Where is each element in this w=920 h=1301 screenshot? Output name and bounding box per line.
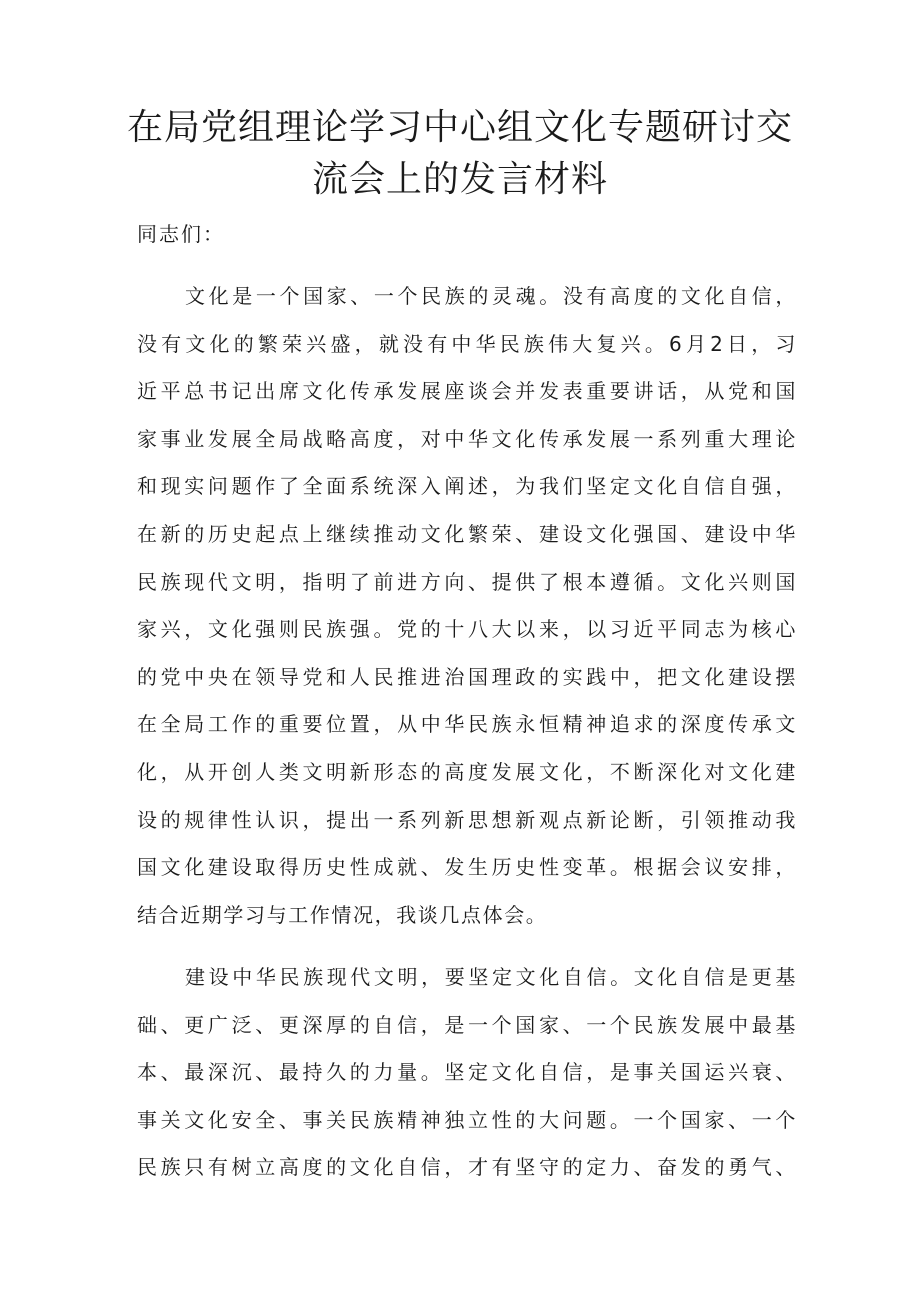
salutation: 同志们：	[137, 222, 225, 246]
text-line: 和现实问题作了全面系统深入阐述，为我们坚定文化自信自强，	[137, 474, 797, 499]
text-line: 文化是一个国家、一个民族的灵魂。没有高度的文化自信，	[185, 284, 797, 308]
text-line: 在新的历史起点上继续推动文化繁荣、建设文化强国、建设中华	[137, 521, 797, 546]
text-line: 民族现代文明，指明了前进方向、提供了根本遵循。文化兴则国	[137, 569, 797, 594]
text-line: 家兴，文化强则民族强。党的十八大以来，以习近平同志为核心	[137, 617, 797, 642]
title-line: 在局党组理论学习中心组文化专题研讨交	[126, 107, 793, 148]
text-line: 国文化建设取得历史性成就、发生历史性变革。根据会议安排，	[137, 855, 797, 880]
text-line: 近平总书记出席文化传承发展座谈会并发表重要讲话，从党和国	[137, 379, 797, 404]
text-line: 事关文化安全、事关民族精神独立性的大问题。一个国家、一个	[137, 1107, 797, 1132]
text-line: 本、最深沉、最持久的力量。坚定文化自信，是事关国运兴衰、	[137, 1060, 797, 1085]
body-paragraph	[137, 281, 797, 947]
text-line: 结合近期学习与工作情况，我谈几点体会。	[137, 902, 548, 927]
text-line: 在全局工作的重要位置，从中华民族永恒精神追求的深度传承文	[137, 712, 797, 737]
text-line: 家事业发展全局战略高度，对中华文化传承发展一系列重大理论	[137, 426, 797, 451]
text-line: 民族只有树立高度的文化自信，才有坚守的定力、奋发的勇气、	[137, 1155, 797, 1180]
title-line: 流会上的发言材料	[311, 159, 608, 200]
text-line: 建设中华民族现代文明，要坚定文化自信。文化自信是更基	[185, 965, 797, 989]
document-title	[120, 102, 800, 206]
text-line: 的党中央在领导党和人民推进治国理政的实践中，把文化建设摆	[137, 664, 797, 689]
body-paragraph	[137, 962, 797, 1200]
text-line: 化，从开创人类文明新形态的高度发展文化，不断深化对文化建	[137, 759, 797, 784]
text-line: 础、更广泛、更深厚的自信，是一个国家、一个民族发展中最基	[137, 1012, 797, 1037]
text-line: 没有文化的繁荣兴盛，就没有中华民族伟大复兴。6月2日，习	[137, 331, 797, 356]
text-line: 设的规律性认识，提出一系列新思想新观点新论断，引领推动我	[137, 807, 797, 832]
